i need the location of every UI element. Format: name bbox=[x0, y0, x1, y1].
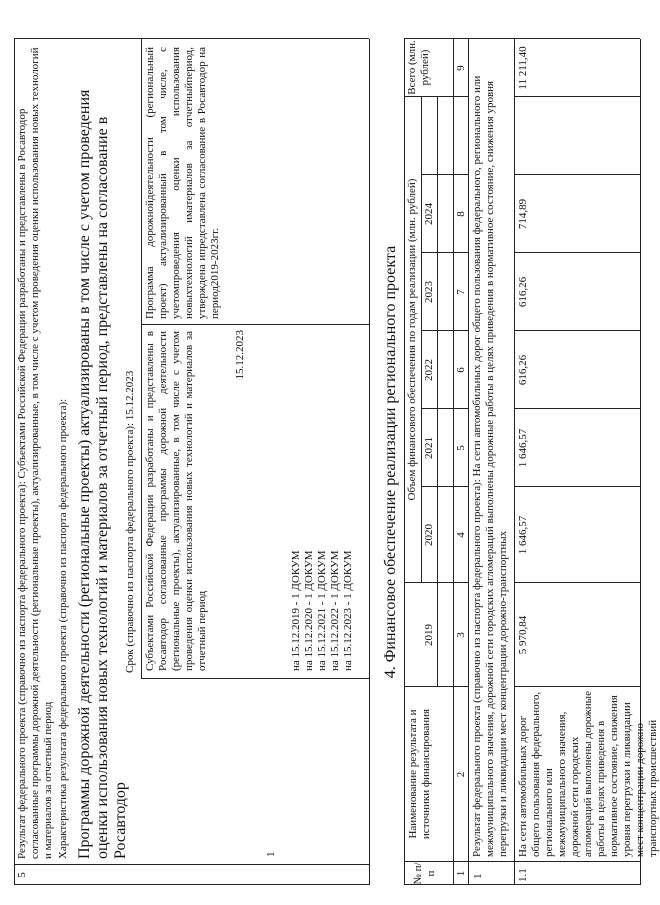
col-number: 4 bbox=[455, 532, 467, 538]
col-divider bbox=[514, 174, 640, 175]
col-divider bbox=[514, 408, 640, 409]
row-1-1-value-2024: 714,89 bbox=[517, 198, 529, 230]
target-dates-list bbox=[290, 331, 355, 671]
row-1-1-value-2022: 616,26 bbox=[517, 354, 529, 386]
target-date-item: на 15.12.2019 - 1 ДОКУМ bbox=[290, 550, 302, 671]
col-number: 8 bbox=[455, 211, 467, 217]
row-5-text: Результат федерального проекта (справочно из паспорта федерального проекта): Субъектами Российской Федерации разработаны и представлены в Росавтодор согласованные программы дорожной деятельности (региональные проекты), актуализированные, в том числе с учетом проведения оценки использования новых технологий и материалов за отчетный период bbox=[16, 47, 54, 859]
target-date-item: на 15.12.2020 - 1 ДОКУМ bbox=[303, 550, 315, 671]
col-number: 2 bbox=[455, 771, 467, 778]
row-1-1-number: 1.1 bbox=[517, 868, 529, 882]
target-date-item: на 15.12.2022 - 1 ДОКУМ bbox=[329, 550, 341, 671]
result-row-bottom bbox=[514, 39, 515, 885]
year-2019: 2019 bbox=[423, 624, 435, 646]
col-divider bbox=[514, 486, 640, 487]
boxes-left-border bbox=[141, 678, 369, 679]
row-1-1-value-total: 11 211,40 bbox=[517, 46, 529, 90]
row-5-number: 5 bbox=[16, 872, 28, 878]
col-divider bbox=[514, 252, 640, 253]
row-1-1-value-2019: 5 970,84 bbox=[517, 615, 529, 655]
header-bottom-border bbox=[453, 39, 454, 885]
col-divider bbox=[514, 330, 640, 331]
row-1-1-value-2023: 616,26 bbox=[517, 276, 529, 308]
upper-right-border bbox=[14, 38, 369, 39]
upper-num-divider bbox=[14, 864, 369, 865]
deadline-text: Срок (справочно из паспорта федерального проекта): 15.12.2023 bbox=[124, 370, 136, 673]
row-1-1-name: На сети автомобильных дорог общего пользования федерального, регионального или межмуниципального значения, дорожной сети городских агломераций выполнены дорожные работы в целях приведения в нормативное состояние, снижения уровня перегрузки и ликвидации мест концентрации дорожно-транспортных происшествий bbox=[517, 691, 659, 857]
table-top-border bbox=[404, 39, 405, 885]
upper-left-border bbox=[14, 884, 369, 885]
row-1-1-value-2020: 1 646,57 bbox=[517, 515, 529, 555]
result-row-text: Результат федерального проекта (справочно из паспорта федерального проекта): На сети автомобильных дорог общего пользования федерального, регионального или межмуниципального значения, дорожной сети городских агломераций выполнены дорожные работы в целях приведения в нормативное состояние, снижения уровня перегрузки и ликвидации мест концентрации дорожно-транспортных bbox=[471, 75, 509, 857]
target-date-item: на 15.12.2021 - 1 ДОКУМ bbox=[316, 550, 328, 671]
col-number: 5 bbox=[455, 445, 467, 451]
header-number: № п/п bbox=[412, 862, 437, 885]
right-box-text: Программа дорожнойдеятельности (региональный проект) актуализированный в том числе, с учетомпроведения оценки использования новыхтехнологий иматериалов за отчетныйпериод, утверждена ипредставлена согласование в Росавтодор на период2019-2023гг. bbox=[144, 47, 221, 319]
year-2023: 2023 bbox=[423, 281, 435, 303]
left-box-date: 15.12.2023 bbox=[234, 330, 246, 380]
row-1-number: 1 bbox=[265, 851, 277, 857]
target-date-item: на 15.12.2023 - 1 ДОКУМ bbox=[342, 550, 354, 671]
col-number: 6 bbox=[455, 367, 467, 373]
col-number: 3 bbox=[455, 632, 467, 638]
col-numbers-bottom bbox=[468, 39, 469, 885]
col-number: 7 bbox=[455, 289, 467, 295]
col-number: 1 bbox=[455, 870, 467, 877]
upper-heading: Программы дорожной деятельности (региональные проекты) актуализированы в том числе с учетом проведения оценки использования новых технологий и материалов за отчетный период, представлены на согласование в Росавтодор bbox=[76, 89, 129, 859]
header-years-bottom bbox=[437, 97, 438, 687]
result-row-number: 1 bbox=[472, 873, 484, 879]
section-title: 4. Финансовое обеспечение реализации регионального проекта bbox=[382, 245, 399, 679]
row-5-characteristic: Характеристика результата федерального проекта (справочно из паспорта федерального проекта): bbox=[57, 398, 69, 859]
year-2021: 2021 bbox=[423, 437, 435, 459]
header-subdivider bbox=[421, 97, 422, 583]
table-left-border bbox=[404, 884, 640, 885]
header-total: Всего (млн. рублей) bbox=[406, 40, 431, 95]
col-divider bbox=[514, 686, 640, 687]
year-2020: 2020 bbox=[423, 524, 435, 546]
header-name: Наименование результата и источники финансирования bbox=[407, 708, 432, 840]
col-divider bbox=[514, 582, 640, 583]
row-1-1-value-2021: 1 646,57 bbox=[517, 428, 529, 468]
upper-bottom-border bbox=[369, 39, 370, 885]
year-2022: 2022 bbox=[423, 359, 435, 381]
year-2024: 2024 bbox=[423, 203, 435, 225]
col-number: 9 bbox=[455, 65, 467, 71]
boxes-middle-border bbox=[141, 324, 369, 325]
boxes-top-border bbox=[141, 39, 142, 679]
upper-top-border bbox=[14, 39, 15, 885]
header-volume: Объем финансового обеспечения по годам реализации (млн. рублей) bbox=[406, 178, 418, 501]
left-box-text: Субъектами Российской Федерации разработаны и представлены в Росавтодор согласованные программы дорожной деятельности (региональные проекты), актуализированные, в том числе с учетом проведения оценки использования новых технологий и материалов за отчетный период bbox=[144, 331, 208, 671]
col-divider bbox=[514, 96, 640, 97]
